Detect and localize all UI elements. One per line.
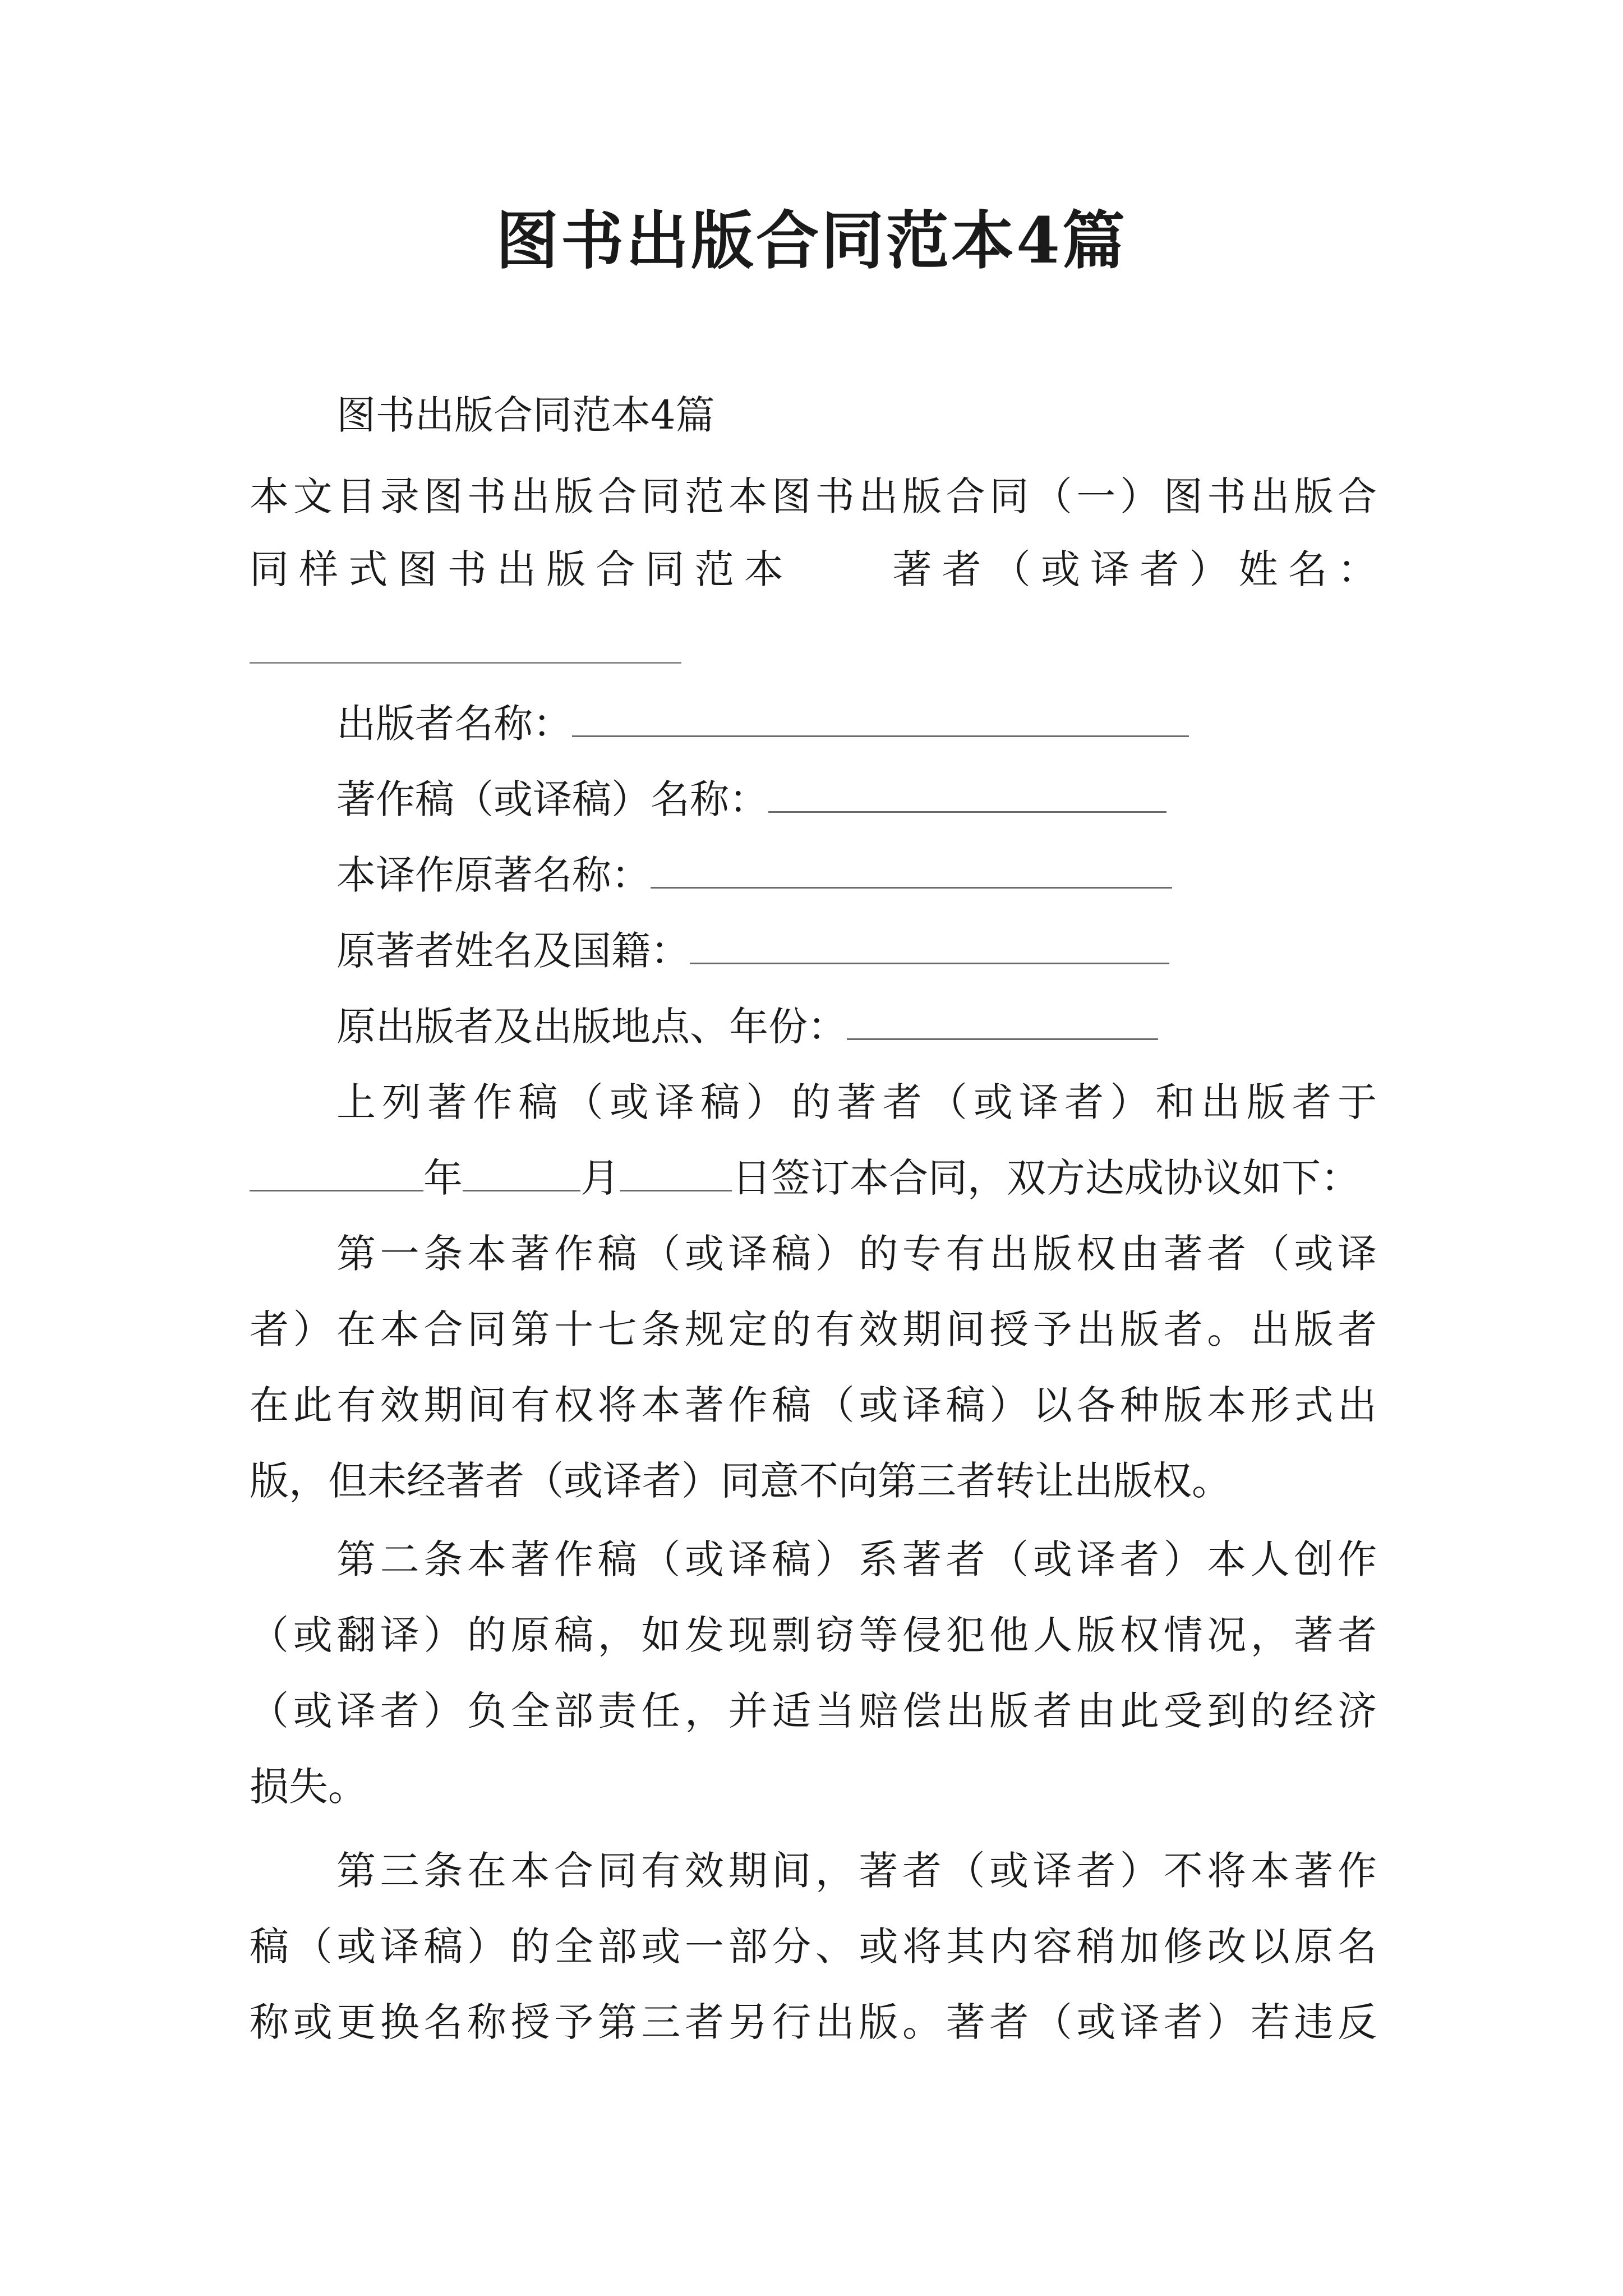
article3-line-1: 第三条在本合同有效期间，著者（或译者）不将本著作: [336, 1848, 1377, 1894]
article2-line-3: （或译者）负全部责任，并适当赔偿出版者由此受到的经济: [250, 1688, 1377, 1734]
field-original-title: [336, 847, 1377, 903]
article1-line-4: 版，但未经著者（或译者）同意不向第三者转让出版权。: [250, 1458, 1231, 1504]
field-label: 出版者名称：: [336, 701, 572, 747]
article3-line-3: 称或更换名称授予第三者另行出版。著者（或译者）若违反: [250, 1999, 1377, 2045]
field-original-publisher: [336, 999, 1377, 1055]
fill-blank: [768, 772, 1166, 813]
field-original-author: [336, 923, 1377, 979]
toc-line-2: 同样式图书出版合同范本 著者（或译者）姓名：: [250, 546, 1377, 592]
fill-blank: [572, 696, 1189, 737]
article2-line-1: 第二条本著作稿（或译稿）系著者（或译者）本人创作: [336, 1536, 1377, 1582]
field-label: 著作稿（或译稿）名称：: [336, 776, 768, 822]
author-name-blank: [250, 662, 681, 664]
article3-line-2: 稿（或译稿）的全部或一部分、或将其内容稍加修改以原名: [250, 1924, 1377, 1970]
fill-blank: [690, 923, 1169, 964]
article2-line-2: （或翻译）的原稿，如发现剽窃等侵犯他人版权情况，著者: [250, 1612, 1377, 1658]
article1-line-3: 在此有效期间有权将本著作稿（或译稿）以各种版本形式出: [250, 1382, 1377, 1428]
article1-line-1: 第一条本著作稿（或译稿）的专有出版权由著者（或译: [336, 1231, 1377, 1277]
day-text: 日签订本合同，双方达成协议如下：: [732, 1155, 1360, 1201]
fill-blank: [651, 848, 1172, 889]
field-label: 本译作原著名称：: [336, 852, 651, 898]
month-label: 月: [580, 1155, 620, 1201]
document-title: 图书出版合同范本4篇: [496, 204, 1127, 278]
fill-blank: [847, 999, 1158, 1040]
year-blank: [250, 1151, 423, 1191]
field-label: 原著者姓名及国籍：: [336, 928, 690, 974]
field-label: 原出版者及出版地点、年份：: [336, 1004, 847, 1050]
field-work-title: [336, 771, 1377, 827]
intro-line-1: 上列著作稿（或译稿）的著者（或译者）和出版者于: [336, 1079, 1377, 1125]
field-publisher-name: [336, 696, 1377, 752]
month-blank: [463, 1151, 580, 1191]
year-label: 年: [423, 1155, 463, 1201]
day-blank: [620, 1151, 732, 1191]
toc-line-1: 本文目录图书出版合同范本图书出版合同（一）图书出版合: [250, 473, 1377, 519]
intro-date-line: [250, 1150, 1377, 1206]
article1-line-2: 者）在本合同第十七条规定的有效期间授予出版者。出版者: [250, 1306, 1377, 1352]
subtitle: 图书出版合同范本4篇: [336, 392, 715, 438]
article2-line-4: 损失。: [250, 1764, 367, 1810]
